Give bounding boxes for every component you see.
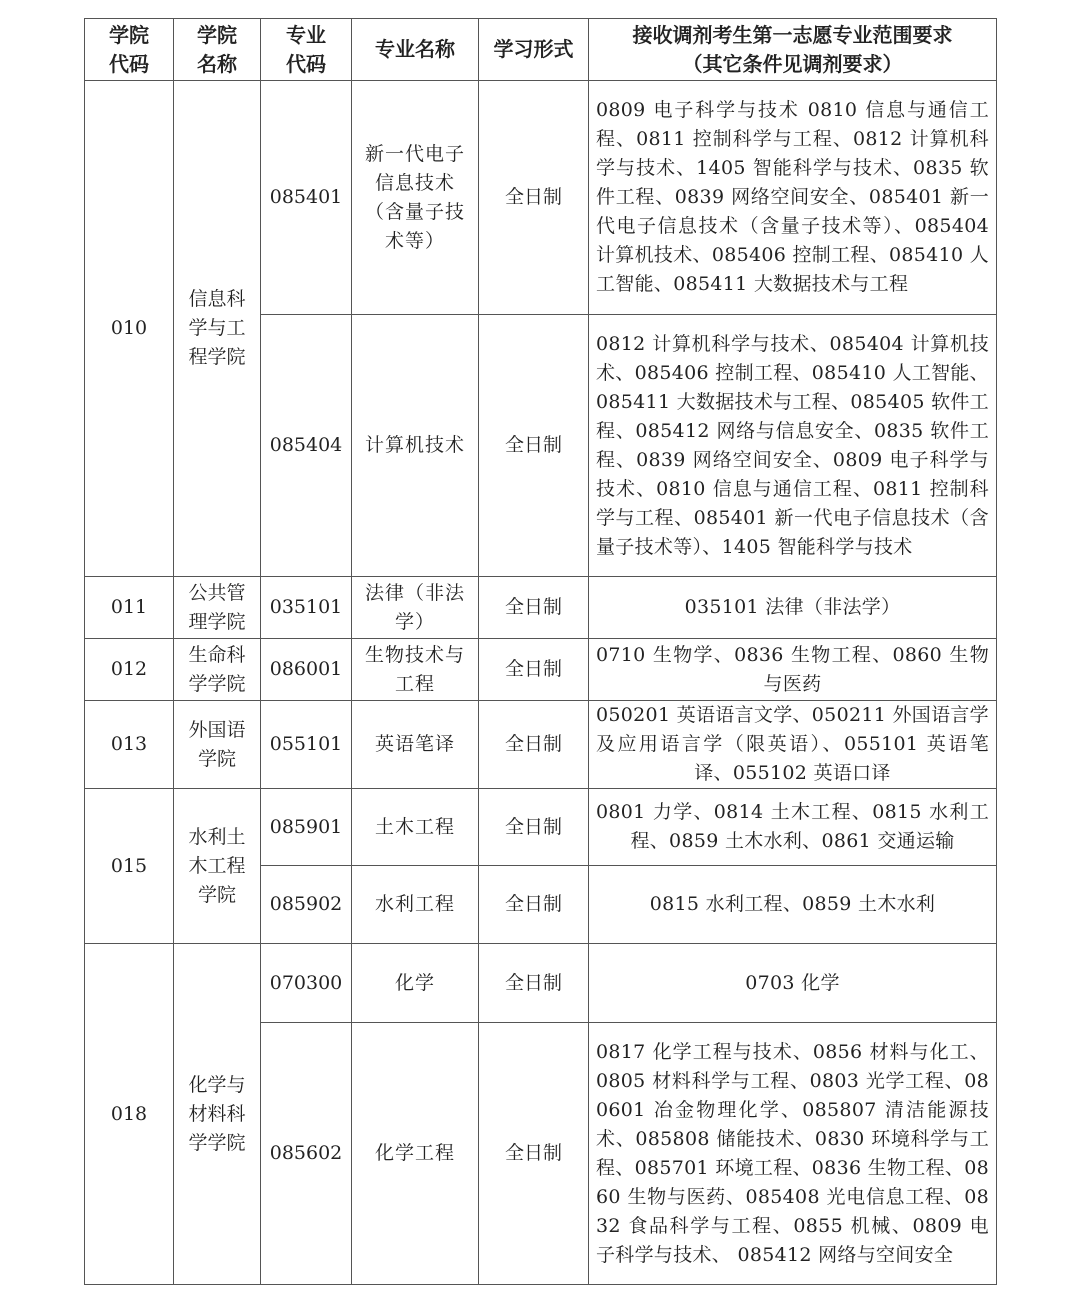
header-requirement: 接收调剂考生第一志愿专业范围要求 （其它条件见调剂要求）	[589, 19, 997, 81]
requirement-cell: 050201 英语语言文学、050211 外国语言学及应用语言学（限英语）、055101 英语笔译、055102 英语口译	[589, 701, 997, 789]
college-code-cell: 018	[85, 944, 174, 1285]
major-code-cell: 070300	[261, 944, 352, 1023]
requirement-cell: 0710 生物学、0836 生物工程、0860 生物与医药	[589, 639, 997, 701]
header-study-mode: 学习形式	[479, 19, 589, 81]
table-row	[85, 81, 997, 315]
table-row	[85, 944, 997, 1023]
major-name-cell: 新一代电子 信息技术 （含量子技 术等）	[352, 81, 479, 315]
study-mode-cell: 全日制	[479, 866, 589, 944]
study-mode-cell: 全日制	[479, 81, 589, 315]
requirement-cell: 0815 水利工程、0859 土木水利	[589, 866, 997, 944]
major-code-cell: 086001	[261, 639, 352, 701]
major-name-cell: 英语笔译	[352, 701, 479, 789]
requirement-cell: 0801 力学、0814 土木工程、0815 水利工程、0859 土木水利、0861 交通运输	[589, 789, 997, 866]
college-name-cell: 水利土 木工程 学院	[174, 789, 261, 944]
college-name-cell: 化学与 材料科 学学院	[174, 944, 261, 1285]
college-code-cell: 013	[85, 701, 174, 789]
major-name-cell: 计算机技术	[352, 315, 479, 577]
header-major-name: 专业名称	[352, 19, 479, 81]
header-major-code: 专业 代码	[261, 19, 352, 81]
study-mode-cell: 全日制	[479, 315, 589, 577]
major-name-cell: 水利工程	[352, 866, 479, 944]
college-name-cell: 生命科 学学院	[174, 639, 261, 701]
college-name-cell: 公共管 理学院	[174, 577, 261, 639]
study-mode-cell: 全日制	[479, 1023, 589, 1285]
college-code-cell: 015	[85, 789, 174, 944]
major-name-cell: 化学	[352, 944, 479, 1023]
college-code-cell: 012	[85, 639, 174, 701]
requirement-cell: 035101 法律（非法学）	[589, 577, 997, 639]
major-name-cell: 法律（非法 学）	[352, 577, 479, 639]
header-college-code: 学院 代码	[85, 19, 174, 81]
major-code-cell: 085404	[261, 315, 352, 577]
requirement-cell: 0809 电子科学与技术 0810 信息与通信工程、0811 控制科学与工程、0812 计算机科学与技术、1405 智能科学与技术、0835 软件工程、0839 网络空间安全、085401 新一代电子信息技术（含量子技术等）、085404 计算机技术、085406 控制工程、085410 人工智能、085411 大数据技术与工程	[589, 81, 997, 315]
study-mode-cell: 全日制	[479, 701, 589, 789]
major-code-cell: 055101	[261, 701, 352, 789]
study-mode-cell: 全日制	[479, 577, 589, 639]
table-row	[85, 701, 997, 789]
requirement-cell: 0703 化学	[589, 944, 997, 1023]
adjustment-table	[84, 18, 997, 1285]
major-code-cell: 085602	[261, 1023, 352, 1285]
table-row	[85, 639, 997, 701]
major-name-cell: 生物技术与 工程	[352, 639, 479, 701]
requirement-cell: 0817 化学工程与技术、0856 材料与化工、0805 材料科学与工程、0803 光学工程、080601 冶金物理化学、085807 清洁能源技术、085808 储能技术、0830 环境科学与工程、085701 环境工程、0836 生物工程、0860 生物与医药、085408 光电信息工程、0832 食品科学与工程、0855 机械、0809 电子科学与技术、 085412 网络与空间安全	[589, 1023, 997, 1285]
study-mode-cell: 全日制	[479, 944, 589, 1023]
college-code-cell: 011	[85, 577, 174, 639]
header-college-name: 学院 名称	[174, 19, 261, 81]
college-name-cell: 外国语 学院	[174, 701, 261, 789]
major-name-cell: 土木工程	[352, 789, 479, 866]
major-code-cell: 035101	[261, 577, 352, 639]
major-code-cell: 085902	[261, 866, 352, 944]
table-row	[85, 577, 997, 639]
college-name-cell: 信息科 学与工 程学院	[174, 81, 261, 577]
header-row	[85, 19, 997, 81]
requirement-cell: 0812 计算机科学与技术、085404 计算机技术、085406 控制工程、085410 人工智能、085411 大数据技术与工程、085405 软件工程、085412 网络与信息安全、0835 软件工程、0839 网络空间安全、0809 电子科学与技术、0810 信息与通信工程、0811 控制科学与工程、085401 新一代电子信息技术（含量子技术等）、1405 智能科学与技术	[589, 315, 997, 577]
table-row	[85, 789, 997, 866]
college-code-cell: 010	[85, 81, 174, 577]
study-mode-cell: 全日制	[479, 789, 589, 866]
major-code-cell: 085401	[261, 81, 352, 315]
study-mode-cell: 全日制	[479, 639, 589, 701]
major-name-cell: 化学工程	[352, 1023, 479, 1285]
major-code-cell: 085901	[261, 789, 352, 866]
